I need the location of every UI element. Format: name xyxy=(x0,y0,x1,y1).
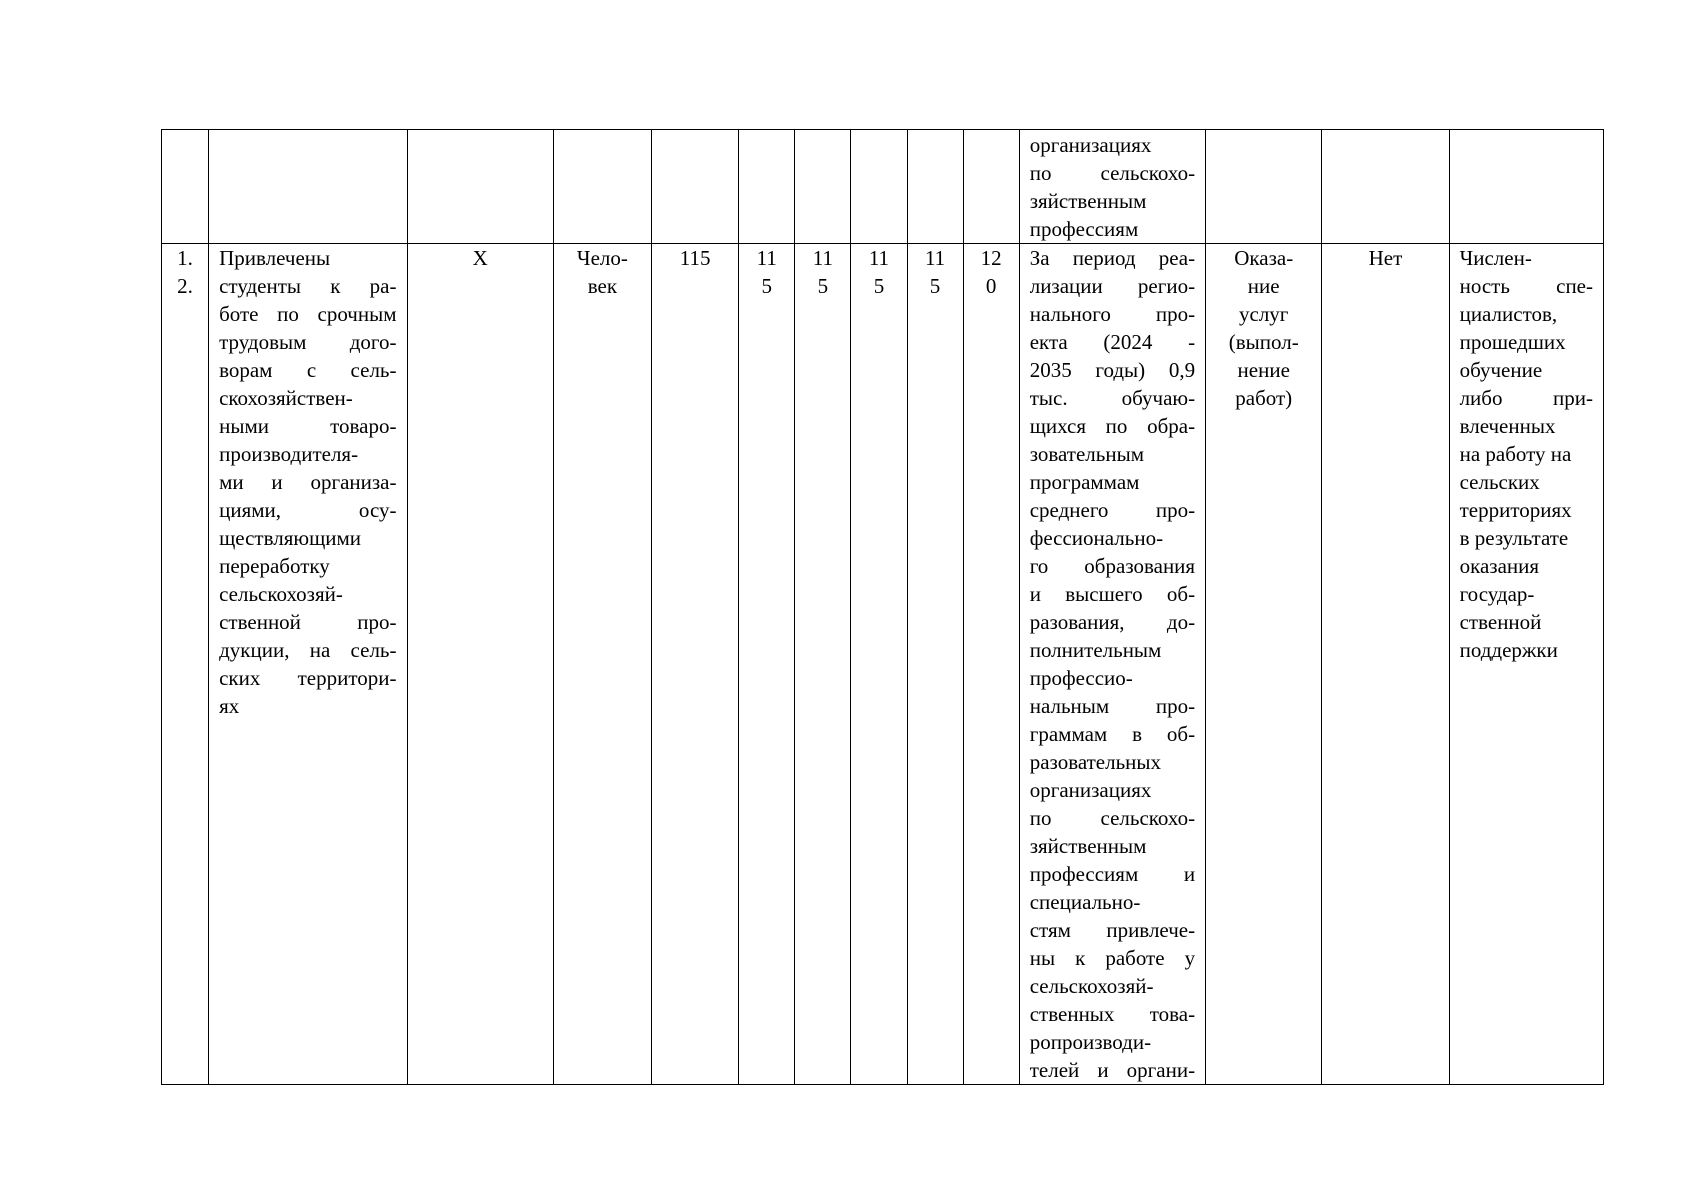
text-line: 2035 годы) 0,9 xyxy=(1029,358,1196,382)
text-line: трудовым дого- xyxy=(219,330,397,354)
text-line: территориях xyxy=(1459,498,1572,522)
text-line: зяйственным xyxy=(1029,834,1147,858)
text-line: в результате xyxy=(1459,526,1569,550)
text-line: телей и органи- xyxy=(1029,1058,1196,1082)
text-line: ворам с сель- xyxy=(219,358,397,382)
text-line: по сельскохо- xyxy=(1029,161,1196,185)
text-line: зовательным xyxy=(1029,442,1144,466)
text-line: ми и организа- xyxy=(219,470,397,494)
text-line: ны к работе у xyxy=(1029,946,1196,970)
cell-empty xyxy=(1449,130,1603,244)
text-line: прошедших xyxy=(1459,330,1566,354)
text-line: производителя- xyxy=(219,442,359,466)
text-line: нение xyxy=(1237,358,1290,382)
value-part: 11 xyxy=(924,246,946,270)
text-line: зяйственным xyxy=(1029,189,1147,213)
table-row xyxy=(162,244,1604,1085)
continuation-text-cell xyxy=(1019,130,1205,244)
text-line: разовательных xyxy=(1029,750,1162,774)
cell-empty xyxy=(851,130,907,244)
text-line: циалистов, xyxy=(1459,302,1558,326)
cell-empty xyxy=(407,130,553,244)
value-part: 12 xyxy=(980,246,1002,270)
text-line: профессио- xyxy=(1029,666,1133,690)
text-line: боте по срочным xyxy=(219,302,397,326)
cell-empty xyxy=(739,130,795,244)
cell-empty xyxy=(1206,130,1322,244)
text-line: и высшего об- xyxy=(1029,582,1196,606)
value-part: 11 xyxy=(812,246,833,270)
unit-cell xyxy=(553,244,651,1085)
text-line: сельскохозяй- xyxy=(219,582,343,606)
cell-empty xyxy=(1322,130,1449,244)
text-line: Оказа- xyxy=(1234,246,1294,270)
text-line: ность спе- xyxy=(1459,274,1593,298)
value-part: 5 xyxy=(873,274,885,298)
year-value-cell xyxy=(851,244,907,1085)
value-part: 0 xyxy=(985,274,997,298)
cell-empty xyxy=(963,130,1019,244)
cell-empty xyxy=(795,130,851,244)
type-cell xyxy=(1206,244,1322,1085)
base-value-cell: 115 xyxy=(652,244,739,1085)
text-line: нального про- xyxy=(1029,302,1196,326)
description-cell xyxy=(209,244,407,1085)
value-part: 11 xyxy=(868,246,890,270)
text-line: либо при- xyxy=(1459,386,1593,410)
text-line: переработку xyxy=(219,554,330,578)
text-line: ственной xyxy=(1459,610,1542,634)
table-row-continuation xyxy=(162,130,1604,244)
text-line: екта (2024 - xyxy=(1029,330,1196,354)
text-line: фессионально- xyxy=(1029,526,1164,550)
result-description-cell xyxy=(1019,244,1205,1085)
row-number-line: 2. xyxy=(177,274,193,298)
text-line: сельскохозяй- xyxy=(1029,974,1154,998)
text-line: государ- xyxy=(1459,582,1535,606)
text-line: профессиям xyxy=(1029,217,1139,241)
text-line: разования, до- xyxy=(1029,610,1196,634)
text-line: За период реа- xyxy=(1029,246,1196,270)
text-line: услуг xyxy=(1239,302,1289,326)
indicators-table xyxy=(161,129,1604,1085)
value-part: 5 xyxy=(929,274,941,298)
text-line: специально- xyxy=(1029,890,1141,914)
text-line: профессиям и xyxy=(1029,862,1196,886)
text-line: поддержки xyxy=(1459,638,1558,662)
year-value-cell xyxy=(739,244,795,1085)
text-line: (выпол- xyxy=(1228,330,1299,354)
text-line: дукции, на сель- xyxy=(219,638,397,662)
text-line: ственных това- xyxy=(1029,1002,1196,1026)
flag-cell: Нет xyxy=(1322,244,1449,1085)
text-line: граммам в об- xyxy=(1029,722,1196,746)
indicator-cell xyxy=(1449,244,1603,1085)
text-line: ях xyxy=(219,694,240,718)
text-line: скохозяйствен- xyxy=(219,386,353,410)
text-line: на работу на xyxy=(1459,442,1572,466)
text-line: нальным про- xyxy=(1029,694,1196,718)
cell-empty xyxy=(553,130,651,244)
text-line: организациях xyxy=(1029,133,1152,157)
text-line: среднего про- xyxy=(1029,498,1196,522)
text-line: ными товаро- xyxy=(219,414,397,438)
text-line: щихся по обра- xyxy=(1029,414,1196,438)
text-line: лизации регио- xyxy=(1029,274,1196,298)
cell-empty xyxy=(162,130,209,244)
text-line: студенты к ра- xyxy=(219,274,397,298)
text-line: полнительным xyxy=(1029,638,1162,662)
cell-empty xyxy=(907,130,963,244)
text-line: ственной про- xyxy=(219,610,397,634)
cell-empty xyxy=(652,130,739,244)
text-line: ществляющими xyxy=(219,526,362,550)
text-line: оказания xyxy=(1459,554,1540,578)
text-line: тыс. обучаю- xyxy=(1029,386,1196,410)
text-line: ропроизводи- xyxy=(1029,1030,1152,1054)
text-line: организациях xyxy=(1029,778,1152,802)
text-line: век xyxy=(587,274,618,298)
text-line: работ) xyxy=(1235,386,1293,410)
value-part: 5 xyxy=(817,274,829,298)
text-line: сельских xyxy=(1459,470,1540,494)
row-number-cell xyxy=(162,244,209,1085)
text-line: программам xyxy=(1029,470,1140,494)
value-part: 5 xyxy=(761,274,772,298)
cell-empty xyxy=(209,130,407,244)
text-line: ние xyxy=(1247,274,1280,298)
text-line: циями, осу- xyxy=(219,498,397,522)
row-number-line: 1. xyxy=(177,246,193,270)
text-line: Числен- xyxy=(1459,246,1532,270)
year-value-cell xyxy=(795,244,851,1085)
mark-cell: Х xyxy=(407,244,553,1085)
text-line: ских территори- xyxy=(219,666,397,690)
text-line: по сельскохо- xyxy=(1029,806,1196,830)
text-line: обучение xyxy=(1459,358,1543,382)
value-part: 11 xyxy=(756,246,777,270)
text-line: Привлечены xyxy=(219,246,331,270)
year-value-cell xyxy=(907,244,963,1085)
text-line: Чело- xyxy=(576,246,628,270)
text-line: влеченных xyxy=(1459,414,1556,438)
text-line: стям привлече- xyxy=(1029,918,1196,942)
text-line: го образования xyxy=(1029,554,1196,578)
year-value-cell xyxy=(963,244,1019,1085)
